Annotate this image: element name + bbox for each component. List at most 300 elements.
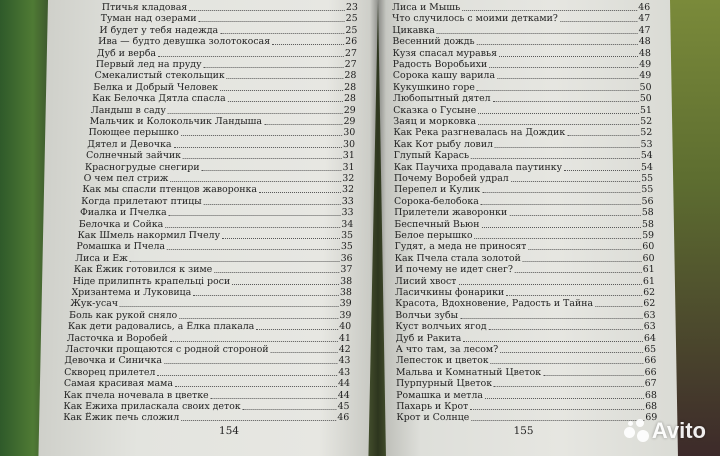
toc-entry bbox=[396, 390, 657, 402]
toc-entry-title: Мальва и Комнатный Цветок bbox=[395, 366, 542, 378]
toc-entry bbox=[394, 184, 653, 196]
toc-entry bbox=[65, 344, 350, 356]
toc-entry bbox=[75, 253, 353, 265]
toc-entry-title: Ласичкины фонарики bbox=[395, 287, 505, 298]
toc-entry-page: 60 bbox=[642, 241, 655, 253]
toc-leader-dots bbox=[506, 295, 642, 296]
toc-entry-title: Белка и Добрый Человек bbox=[93, 81, 219, 93]
toc-entry-title: Как пчела ночевала в цветке bbox=[63, 389, 209, 401]
toc-entry bbox=[63, 401, 349, 413]
toc-entry-title: Гудят, а меда не приносят bbox=[394, 241, 527, 253]
toc-leader-dots bbox=[204, 67, 344, 68]
toc-leader-dots bbox=[232, 284, 339, 285]
toc-entry-title: Первый лед на пруду bbox=[95, 59, 202, 70]
toc-entry-page: 44 bbox=[337, 378, 351, 390]
toc-entry-title: Смекалистый стекольщик bbox=[94, 70, 225, 82]
toc-leader-dots bbox=[189, 10, 345, 11]
avito-watermark bbox=[624, 418, 706, 444]
toc-entry bbox=[392, 13, 650, 25]
toc-leader-dots bbox=[497, 78, 638, 79]
toc-entry bbox=[393, 59, 652, 71]
toc-entry bbox=[393, 48, 652, 60]
toc-leader-dots bbox=[256, 329, 338, 330]
toc-leader-dots bbox=[495, 147, 640, 148]
toc-entry-page: 52 bbox=[640, 127, 653, 139]
toc-entry bbox=[64, 355, 350, 367]
toc-entry bbox=[71, 287, 352, 299]
toc-entry bbox=[77, 230, 353, 242]
toc-entry bbox=[74, 264, 353, 276]
toc-entry-page: 60 bbox=[642, 252, 655, 264]
toc-entry-page: 48 bbox=[638, 36, 651, 48]
toc-entry-title: Как Шмель накормил Пчелу bbox=[77, 230, 221, 241]
toc-entry-page: 29 bbox=[343, 116, 356, 127]
right-page bbox=[378, 0, 678, 456]
toc-entry-title: Весенний дождь bbox=[392, 36, 475, 48]
toc-entry bbox=[392, 36, 650, 48]
toc-leader-dots bbox=[528, 249, 641, 250]
toc-leader-dots bbox=[170, 341, 338, 342]
toc-entry-page: 37 bbox=[340, 264, 353, 276]
toc-leader-dots bbox=[493, 101, 639, 102]
toc-entry-title: Дуб и верба bbox=[96, 47, 157, 59]
toc-leader-dots bbox=[494, 386, 644, 387]
toc-entry-title: Белое перышко bbox=[394, 230, 473, 241]
toc-leader-dots bbox=[271, 352, 338, 353]
toc-entry-page: 68 bbox=[645, 401, 658, 412]
toc-entry bbox=[392, 25, 650, 37]
toc-entry-page: 35 bbox=[340, 241, 353, 253]
toc-entry-page: 45 bbox=[337, 401, 350, 412]
toc-entry bbox=[91, 105, 356, 117]
toc-entry bbox=[73, 276, 353, 288]
toc-leader-dots bbox=[173, 147, 342, 148]
toc-entry-title: Сказка о Гусыне bbox=[393, 104, 477, 116]
toc-entry-page: 32 bbox=[342, 173, 355, 184]
toc-leader-dots bbox=[201, 170, 341, 171]
toc-entry bbox=[394, 150, 653, 162]
toc-entry-page: 28 bbox=[343, 93, 357, 105]
toc-leader-dots bbox=[511, 181, 640, 182]
toc-entry-title: Как Ёжик готовился к зиме bbox=[73, 264, 213, 276]
toc-leader-dots bbox=[198, 21, 344, 22]
toc-entry-title: Заяц и морковка bbox=[393, 116, 477, 127]
toc-leader-dots bbox=[595, 306, 642, 307]
toc-entry bbox=[392, 2, 650, 14]
toc-entry bbox=[96, 59, 357, 71]
toc-leader-dots bbox=[471, 420, 644, 421]
toc-entry-title: Что случилось с моими детками? bbox=[392, 13, 558, 25]
toc-entry bbox=[394, 196, 654, 208]
toc-entry bbox=[396, 344, 657, 356]
toc-entry bbox=[395, 287, 655, 299]
toc-leader-dots bbox=[211, 398, 337, 399]
toc-entry-title: Ласточка и Воробей bbox=[66, 332, 168, 344]
toc-entry-page: 30 bbox=[343, 127, 356, 139]
toc-entry-title: Фиалка и Пчелка bbox=[79, 207, 167, 219]
toc-entry-title: Почему Воробей удрал bbox=[393, 173, 509, 184]
toc-entry-title: Красота, Вдохновение, Радость и Тайна bbox=[395, 298, 594, 310]
toc-entry bbox=[64, 390, 350, 402]
toc-entry-page: 55 bbox=[641, 184, 654, 196]
toc-entry-page: 63 bbox=[643, 321, 656, 333]
toc-entry bbox=[396, 355, 657, 367]
toc-entry-title: Дятел и Девочка bbox=[87, 138, 172, 150]
toc-entry-page: 67 bbox=[644, 378, 657, 390]
toc-entry-page: 25 bbox=[345, 24, 358, 36]
toc-leader-dots bbox=[509, 215, 641, 216]
toc-entry bbox=[100, 13, 357, 25]
toc-entry-page: 65 bbox=[644, 344, 657, 355]
toc-entry-page: 58 bbox=[641, 207, 654, 219]
toc-entry bbox=[67, 333, 351, 345]
toc-entry bbox=[395, 310, 655, 322]
toc-entry-page: 39 bbox=[339, 298, 352, 310]
toc-entry-title: Боль как рукой сняло bbox=[68, 309, 178, 321]
toc-entry bbox=[80, 207, 354, 219]
toc-entry-page: 61 bbox=[642, 275, 656, 287]
toc-entry-title: Кукушкино горе bbox=[392, 81, 476, 93]
toc-entry bbox=[64, 367, 350, 379]
toc-entry-title: Ромашка и метла bbox=[396, 389, 484, 401]
toc-leader-dots bbox=[272, 44, 344, 45]
toc-entry-page: 52 bbox=[640, 116, 653, 127]
toc-entry bbox=[393, 116, 652, 128]
toc-entry bbox=[394, 230, 654, 242]
toc-leader-dots bbox=[462, 10, 637, 11]
toc-leader-dots bbox=[170, 181, 341, 182]
toc-entry-page: 40 bbox=[339, 321, 352, 333]
toc-entry bbox=[82, 184, 354, 196]
toc-leader-dots bbox=[477, 90, 639, 91]
toc-entry-title: Когда прилетают птицы bbox=[81, 195, 202, 207]
toc-entry-page: 42 bbox=[338, 344, 351, 355]
toc-entry-title: О чем пел стриж bbox=[83, 173, 169, 184]
toc-entry-page: 29 bbox=[343, 104, 356, 116]
toc-entry-page: 56 bbox=[641, 195, 654, 207]
toc-entry bbox=[394, 219, 654, 231]
toc-entry-title: Как Кот рыбу ловил bbox=[393, 138, 494, 150]
toc-entry-page: 66 bbox=[644, 355, 657, 367]
toc-leader-dots bbox=[220, 90, 343, 91]
toc-entry-title: Самая красивая мама bbox=[63, 378, 174, 390]
toc-entry-title: Пахарь и Крот bbox=[396, 401, 469, 412]
toc-entry-title: Лепесток и цветок bbox=[395, 355, 489, 367]
toc-entry-page: 32 bbox=[341, 184, 355, 196]
toc-entry-page: 38 bbox=[339, 287, 352, 298]
toc-entry-title: Цикавка bbox=[392, 24, 436, 36]
toc-entry bbox=[394, 173, 653, 185]
toc-leader-dots bbox=[222, 238, 340, 239]
toc-leader-dots bbox=[481, 227, 641, 228]
toc-entry-title: Кузя спасал муравья bbox=[392, 47, 498, 59]
toc-leader-dots bbox=[179, 318, 338, 319]
toc-entry-page: 39 bbox=[339, 309, 352, 321]
toc-entry bbox=[69, 310, 352, 322]
avito-logo-icon bbox=[624, 419, 648, 443]
toc-entry-title: Скворец прилетел bbox=[64, 366, 156, 378]
toc-entry-page: 63 bbox=[643, 309, 656, 321]
toc-entry-page: 50 bbox=[639, 93, 652, 105]
toc-entry-title: Перепел и Кулик bbox=[393, 184, 481, 196]
toc-entry bbox=[394, 207, 654, 219]
toc-leader-dots bbox=[475, 238, 642, 239]
toc-entry-page: 36 bbox=[340, 252, 353, 264]
toc-entry-page: 54 bbox=[640, 150, 653, 162]
toc-entry-title: Прилетели жаворонки bbox=[394, 207, 508, 219]
toc-entry-page: 34 bbox=[341, 218, 354, 230]
toc-entry-page: 53 bbox=[640, 138, 653, 150]
toc-entry-title: Красногрудые снегири bbox=[84, 161, 200, 173]
toc-entry-title: Туман над озерами bbox=[100, 13, 197, 25]
toc-entry bbox=[395, 276, 655, 288]
toc-entry-page: 26 bbox=[345, 36, 358, 48]
toc-leader-dots bbox=[485, 398, 644, 399]
toc-leader-dots bbox=[567, 135, 639, 136]
toc-entry bbox=[87, 139, 355, 151]
toc-entry-page: 43 bbox=[338, 366, 351, 378]
toc-leader-dots bbox=[543, 375, 643, 376]
toc-entry bbox=[84, 173, 355, 185]
toc-leader-dots bbox=[458, 284, 642, 285]
toc-leader-dots bbox=[523, 261, 642, 262]
toc-entry-page: 55 bbox=[641, 173, 654, 184]
toc-leader-dots bbox=[165, 227, 340, 228]
toc-entry bbox=[92, 93, 356, 105]
toc-entry-page: 62 bbox=[643, 298, 656, 310]
toc-entry bbox=[395, 253, 655, 265]
toc-leader-dots bbox=[175, 386, 337, 387]
toc-leader-dots bbox=[489, 329, 643, 330]
toc-entry-page: 30 bbox=[342, 138, 356, 150]
toc-leader-dots bbox=[168, 113, 343, 114]
toc-entry-title: Сорока кашу варила bbox=[392, 70, 496, 82]
toc-entry-title: Дуб и Ракита bbox=[395, 332, 462, 344]
toc-leader-dots bbox=[471, 158, 640, 159]
toc-entry-title: Волчьи зубы bbox=[395, 309, 459, 321]
toc-leader-dots bbox=[158, 56, 344, 57]
toc-entry-page: 41 bbox=[338, 332, 352, 344]
toc-entry-page: 23 bbox=[345, 2, 358, 13]
toc-leader-dots bbox=[500, 352, 643, 353]
toc-leader-dots bbox=[181, 135, 343, 136]
toc-entry-title: Ніде прилипнть крапельці роси bbox=[72, 275, 231, 287]
toc-leader-dots bbox=[181, 420, 336, 421]
toc-entry-title: Как Ежиха приласкала своих деток bbox=[63, 401, 241, 412]
toc-entry-title: Как мы спасли птенцов жаворонка bbox=[82, 184, 258, 196]
toc-entry bbox=[98, 36, 357, 48]
toc-leader-dots bbox=[491, 363, 644, 364]
toc-entry bbox=[396, 401, 657, 413]
toc-entry-page: 59 bbox=[642, 230, 655, 241]
toc-entry-page: 64 bbox=[643, 332, 656, 344]
toc-entry bbox=[395, 241, 655, 253]
toc-entry bbox=[395, 264, 655, 276]
toc-entry-title: Ива — будто девушка золотокосая bbox=[98, 36, 271, 48]
toc-entry bbox=[97, 48, 357, 60]
toc-entry-page: 31 bbox=[342, 150, 355, 162]
toc-entry-page: 58 bbox=[641, 218, 655, 230]
toc-entry-page: 38 bbox=[340, 275, 353, 287]
toc-leader-dots bbox=[214, 272, 339, 273]
toc-entry-title: Как Паучиха продавала паутинку bbox=[393, 161, 563, 173]
toc-entry-page: 27 bbox=[344, 59, 357, 70]
toc-entry-title: Лисий хвост bbox=[394, 275, 457, 287]
toc-leader-dots bbox=[259, 192, 341, 193]
toc-leader-dots bbox=[169, 215, 341, 216]
toc-entry-page: 68 bbox=[644, 389, 657, 401]
toc-entry bbox=[102, 2, 358, 14]
toc-entry-title: Хризантема и Луковица bbox=[71, 287, 192, 298]
toc-entry-page: 47 bbox=[638, 13, 651, 25]
toc-entry-title: Как Белочка Дятла спасла bbox=[92, 93, 226, 105]
toc-leader-dots bbox=[515, 272, 642, 273]
toc-entry-title: Солнечный зайчик bbox=[85, 150, 182, 162]
toc-entry-title: Как Пчела стала золотой bbox=[394, 252, 521, 264]
toc-entry bbox=[90, 116, 356, 128]
toc-entry-page: 51 bbox=[639, 104, 653, 116]
toc-entry-page: 31 bbox=[342, 161, 355, 173]
toc-leader-dots bbox=[227, 78, 344, 79]
toc-entry bbox=[94, 70, 356, 82]
toc-entry-title: Радость Воробьихи bbox=[392, 59, 488, 70]
toc-entry bbox=[396, 367, 657, 379]
toc-entry bbox=[396, 412, 657, 424]
toc-entry bbox=[68, 321, 352, 333]
toc-entry-title: Как дети радовались, а Ёлка плакала bbox=[67, 321, 255, 333]
toc-leader-dots bbox=[481, 204, 641, 205]
toc-entry-title: Жук-усач bbox=[70, 298, 119, 310]
toc-entry-title: Сорока-белобока bbox=[394, 195, 479, 207]
toc-entry-page: 35 bbox=[341, 230, 354, 241]
toc-leader-dots bbox=[264, 124, 343, 125]
toc-entry bbox=[70, 298, 352, 310]
toc-leader-dots bbox=[204, 204, 341, 205]
toc-entry bbox=[86, 150, 355, 162]
page-number-right: 155 bbox=[513, 425, 534, 437]
toc-entry-page: 47 bbox=[638, 24, 651, 36]
toc-leader-dots bbox=[164, 363, 338, 364]
toc-entry-title: Ромашка и Пчела bbox=[76, 241, 166, 253]
toc-entry-page: 44 bbox=[337, 389, 350, 401]
toc-leader-dots bbox=[463, 341, 643, 342]
toc-entry-page: 28 bbox=[344, 81, 357, 93]
toc-leader-dots bbox=[560, 21, 638, 22]
toc-leader-dots bbox=[470, 409, 644, 410]
toc-entry bbox=[88, 127, 355, 139]
toc-leader-dots bbox=[460, 318, 642, 319]
toc-entry-title: Глупый Карась bbox=[393, 150, 470, 162]
toc-leader-dots bbox=[489, 67, 638, 68]
toc-entry bbox=[393, 93, 652, 105]
toc-entry-title: Любопытный дятел bbox=[392, 93, 491, 105]
toc-entry-page: 33 bbox=[341, 207, 354, 219]
toc-entry-title: Птичья кладовая bbox=[101, 2, 188, 13]
toc-entry bbox=[393, 139, 652, 151]
toc-leader-dots bbox=[564, 170, 640, 171]
toc-entry-page: 46 bbox=[638, 2, 651, 13]
toc-entry-title: И будет у тебя надежда bbox=[99, 24, 219, 36]
toc-entry bbox=[395, 321, 655, 333]
toc-entry-page: 61 bbox=[642, 264, 655, 276]
toc-entry-title: Мальчик и Колокольчик Ландыша bbox=[89, 116, 263, 127]
toc-entry bbox=[64, 378, 350, 390]
toc-entry-title: Пурпурный Цветок bbox=[395, 378, 493, 390]
book-gutter bbox=[370, 0, 386, 456]
toc-entry-page: 69 bbox=[645, 412, 658, 424]
toc-leader-dots bbox=[482, 192, 640, 193]
toc-entry bbox=[396, 378, 657, 390]
toc-entry bbox=[395, 333, 656, 345]
toc-entry-page: 25 bbox=[345, 13, 358, 25]
toc-leader-dots bbox=[120, 306, 339, 307]
toc-entry bbox=[393, 127, 652, 139]
toc-entry-title: Белочка и Сойка bbox=[78, 218, 164, 230]
toc-entry-page: 66 bbox=[644, 366, 657, 378]
toc-entry-page: 33 bbox=[341, 195, 354, 207]
toc-entry-title: Куст волчьих ягод bbox=[395, 321, 487, 333]
toc-leader-dots bbox=[157, 375, 337, 376]
toc-entry-title: Поющее перышко bbox=[88, 127, 179, 139]
toc-leader-dots bbox=[477, 44, 638, 45]
toc-entry-page: 28 bbox=[344, 70, 357, 82]
toc-entry-title: Как Река разгневалась на Дождик bbox=[393, 127, 566, 139]
toc-entry bbox=[394, 162, 653, 174]
toc-leader-dots bbox=[437, 33, 638, 34]
toc-entry bbox=[93, 82, 356, 94]
toc-entry bbox=[99, 25, 357, 37]
toc-entry-title: Ласточки прощаются с родной стороной bbox=[65, 344, 269, 355]
toc-entry-page: 48 bbox=[638, 47, 652, 59]
toc-entry bbox=[76, 241, 353, 253]
toc-entry bbox=[79, 219, 354, 231]
toc-entry-page: 49 bbox=[639, 59, 652, 70]
toc-entry-page: 49 bbox=[639, 70, 652, 82]
toc-leader-dots bbox=[193, 295, 339, 296]
toc-entry bbox=[395, 298, 655, 310]
toc-entry-title: Беспечный Вьюн bbox=[394, 218, 480, 230]
toc-entry bbox=[393, 82, 652, 94]
toc-leader-dots bbox=[499, 56, 638, 57]
toc-entry bbox=[63, 412, 349, 424]
toc-entry-page: 43 bbox=[338, 355, 351, 367]
toc-entry bbox=[85, 162, 355, 174]
toc-entry-title: Лиса и Мышь bbox=[392, 2, 461, 13]
toc-leader-dots bbox=[478, 113, 639, 114]
toc-leader-dots bbox=[183, 158, 342, 159]
toc-entry-title: Девочка и Синичка bbox=[64, 355, 163, 367]
toc-entry-title: Ландыш в саду bbox=[90, 104, 167, 116]
toc-entry-page: 27 bbox=[344, 47, 358, 59]
toc-leader-dots bbox=[478, 124, 639, 125]
toc-entry bbox=[81, 196, 354, 208]
toc-entry-page: 50 bbox=[639, 81, 652, 93]
toc-entry-title: И почему не идет снег? bbox=[394, 264, 514, 276]
avito-watermark-text: Avito bbox=[651, 418, 706, 443]
toc-entry-title: Как Ёжик печь сложил bbox=[63, 412, 180, 424]
toc-entry bbox=[393, 70, 652, 82]
toc-entry-title: Лиса и Еж bbox=[75, 252, 128, 264]
toc-entry-page: 54 bbox=[640, 161, 654, 173]
toc-entry-title: А что там, за лесом? bbox=[395, 344, 499, 355]
page-number-left: 154 bbox=[218, 425, 240, 437]
toc-leader-dots bbox=[167, 249, 340, 250]
toc-leader-dots bbox=[130, 261, 340, 262]
toc-entry-page: 62 bbox=[643, 287, 656, 298]
toc-leader-dots bbox=[220, 33, 344, 34]
toc-entry-page: 46 bbox=[337, 412, 350, 424]
toc-entry bbox=[393, 105, 652, 117]
